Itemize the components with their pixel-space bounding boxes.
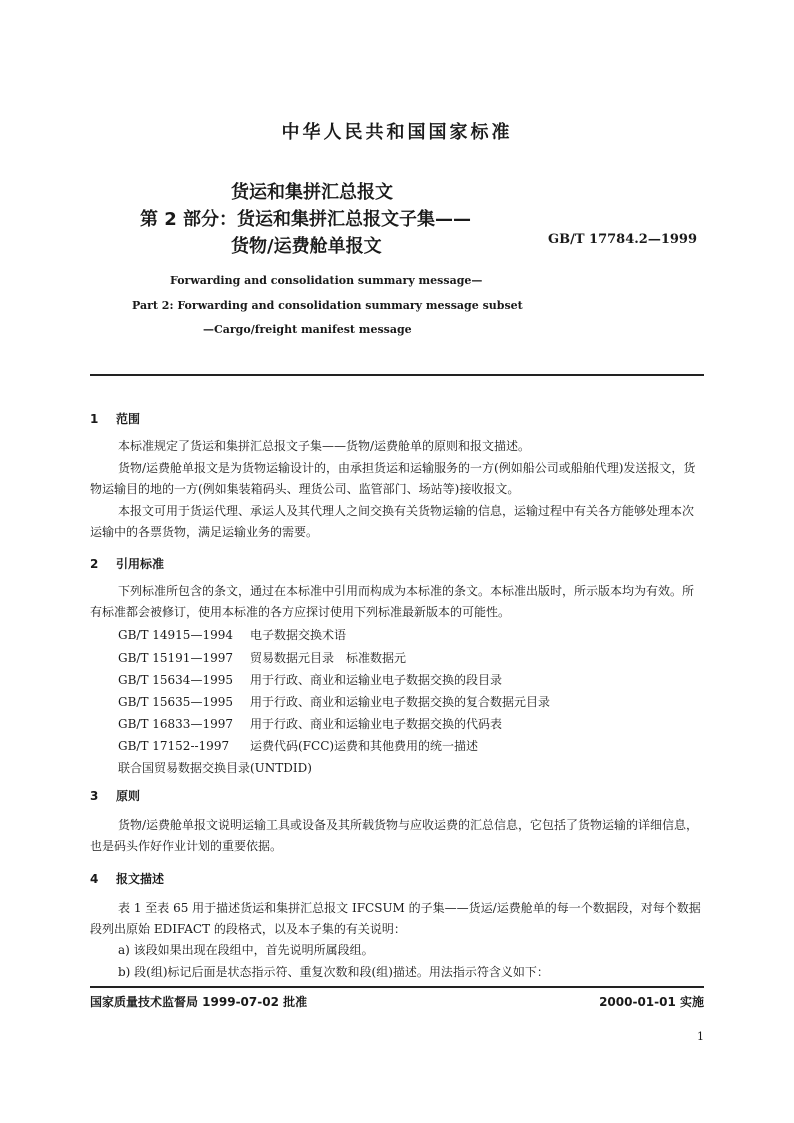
national-standard-title: 中华人民共和国国家标准 — [281, 122, 513, 143]
reference-extra: 联合国贸易数据交换目录(UNTDID) — [118, 761, 312, 775]
reference-code: GB/T 15634—1995 — [118, 673, 233, 687]
page-number: 1 — [697, 1030, 704, 1043]
reference-code: GB/T 15635—1995 — [118, 695, 233, 709]
reference-item — [118, 693, 550, 710]
reference-code: GB/T 14915—1994 — [118, 628, 233, 642]
reference-item — [118, 649, 406, 666]
section-3-para: 货物/运费舱单报文说明运输工具或设备及其所载货物与应收运费的汇总信息，它包括了货物运输的详细信息，也是码头作好作业计划的重要依据。 — [90, 818, 699, 853]
english-title-line-3: —Cargo/freight manifest message — [203, 323, 412, 336]
reference-name: 电子数据交换术语 — [250, 628, 347, 642]
reference-item — [118, 626, 346, 643]
section-4-heading — [90, 870, 164, 887]
section-1-para-3: 本报文可用于货运代理、承运人及其代理人之间交换有关货物运输的信息，运输过程中有关各方能够处理本次运输中的各票货物，满足运输业务的需要。 — [90, 504, 695, 539]
header-divider — [90, 374, 704, 376]
title-line-3: 货物/运费舱单报文 — [231, 236, 382, 257]
section-2-number: 2 — [90, 557, 99, 571]
reference-item — [118, 671, 502, 688]
section-1-number: 1 — [90, 412, 99, 426]
section-4-title: 报文描述 — [116, 872, 165, 886]
section-4-item-a: a) 该段如果出现在段组中，首先说明所属段组。 — [118, 943, 374, 957]
footer-divider — [90, 986, 704, 988]
section-3-number: 3 — [90, 789, 99, 803]
section-1-para-1: 本标准规定了货运和集拼汇总报文子集——货物/运费舱单的原则和报文描述。 — [118, 439, 531, 453]
title-line-1: 货运和集拼汇总报文 — [231, 182, 393, 203]
section-1-title: 范围 — [116, 412, 141, 426]
reference-name: 贸易数据元目录 标准数据元 — [250, 651, 407, 665]
english-title-line-1: Forwarding and consolidation summary message— — [170, 274, 483, 287]
reference-item — [118, 715, 502, 732]
section-2-intro: 下列标准所包含的条文，通过在本标准中引用而构成为本标准的条文。本标准出版时，所示版本均为有效。所有标准都会被修订，使用本标准的各方应探讨使用下列标准最新版本的可能性。 — [90, 584, 695, 619]
section-4-number: 4 — [90, 872, 99, 886]
section-1-heading — [90, 410, 140, 427]
reference-name: 运费代码(FCC)运费和其他费用的统一描述 — [250, 739, 479, 753]
section-2-heading — [90, 555, 164, 572]
section-1-para-2: 货物/运费舱单报文是为货物运输设计的，由承担货运和运输服务的一方(例如船公司或船舶代理)发送报文，货物运输目的地的一方(例如集装箱码头、理货公司、监管部门、场站等)接收报文。 — [90, 461, 696, 496]
approval-date: 国家质量技术监督局 1999-07-02 批准 — [90, 995, 308, 1009]
section-4-item-b: b) 段(组)标记后面是状态指示符、重复次数和段(组)描述。用法指示符含义如下： — [118, 965, 549, 979]
reference-name: 用于行政、商业和运输业电子数据交换的段目录 — [250, 673, 503, 687]
standard-code: GB/T 17784.2—1999 — [548, 232, 698, 247]
reference-code: GB/T 15191—1997 — [118, 651, 233, 665]
section-4-para: 表 1 至表 65 用于描述货运和集拼汇总报文 IFCSUM 的子集——货运/运费舱单的每一个数据段，对每个数据段列出原始 EDIFACT 的段格式，以及本子集的有关说明： — [90, 901, 701, 936]
section-3-title: 原则 — [116, 789, 141, 803]
title-line-2: 第 2 部分：货运和集拼汇总报文子集—— — [140, 209, 472, 230]
effective-date: 2000-01-01 实施 — [599, 995, 704, 1009]
reference-name: 用于行政、商业和运输业电子数据交换的代码表 — [250, 717, 503, 731]
reference-item — [118, 737, 478, 754]
section-2-title: 引用标准 — [116, 557, 165, 571]
english-title-line-2: Part 2: Forwarding and consolidation summary message subset — [132, 299, 523, 312]
section-3-heading — [90, 787, 140, 804]
reference-name: 用于行政、商业和运输业电子数据交换的复合数据元目录 — [250, 695, 551, 709]
reference-code: GB/T 16833—1997 — [118, 717, 233, 731]
reference-code: GB/T 17152--1997 — [118, 739, 230, 753]
